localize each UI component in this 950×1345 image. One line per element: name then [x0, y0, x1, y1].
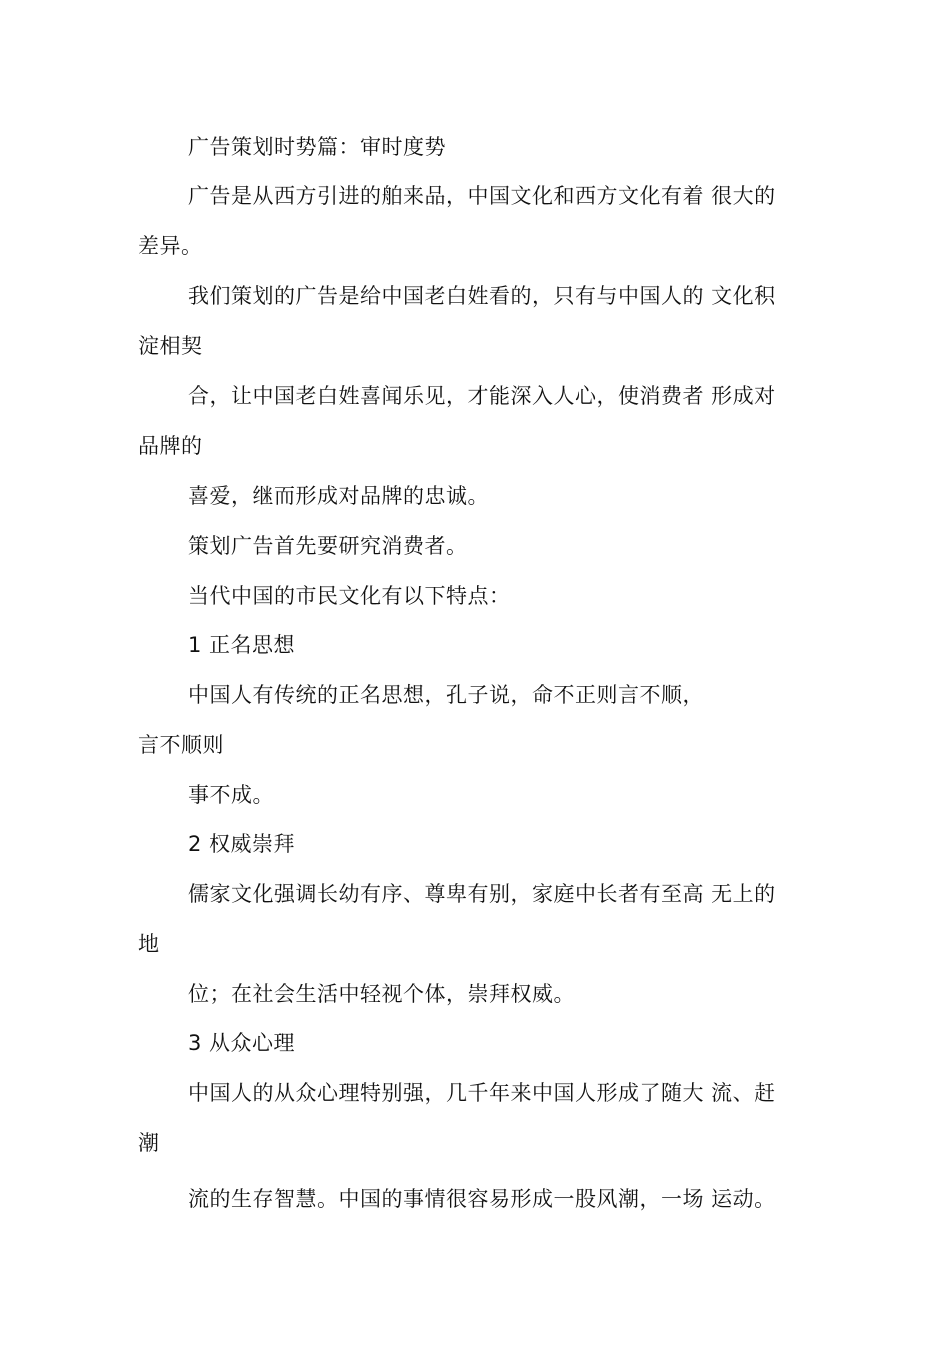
- document-title: 广告策划时势篇：审时度势: [188, 135, 446, 159]
- text-line: 中国人有传统的正名思想，孔子说，命不正则言不顺，: [188, 683, 704, 707]
- text-line: 品牌的: [138, 434, 203, 458]
- section-heading: 2 权威崇拜: [188, 832, 296, 856]
- text-line: 当代中国的市民文化有以下特点：: [188, 584, 511, 608]
- text-line: 差异。: [138, 234, 203, 258]
- section-heading: 3 从众心理: [188, 1031, 296, 1055]
- text-line: 潮: [138, 1131, 160, 1155]
- text-line: 中国人的从众心理特别强，几千年来中国人形成了随大 流、赶: [188, 1081, 776, 1105]
- text-line: 流的生存智慧。中国的事情很容易形成一股风潮，一场 运动。: [188, 1187, 776, 1211]
- text-line: 策划广告首先要研究消费者。: [188, 534, 468, 558]
- text-line: 言不顺则: [138, 733, 224, 757]
- text-line: 喜爱，继而形成对品牌的忠诚。: [188, 484, 489, 508]
- text-line: 位；在社会生活中轻视个体，崇拜权威。: [188, 982, 575, 1006]
- text-line: 广告是从西方引进的舶来品，中国文化和西方文化有着 很大的: [188, 184, 776, 208]
- section-heading: 1 正名思想: [188, 633, 296, 657]
- text-line: 儒家文化强调长幼有序、尊卑有别，家庭中长者有至高 无上的: [188, 882, 776, 906]
- text-line: 合，让中国老白姓喜闻乐见，才能深入人心，使消费者 形成对: [188, 384, 776, 408]
- text-line: 我们策划的广告是给中国老白姓看的，只有与中国人的 文化积: [188, 284, 776, 308]
- text-line: 地: [138, 932, 160, 956]
- text-line: 淀相契: [138, 334, 203, 358]
- text-line: 事不成。: [188, 783, 274, 807]
